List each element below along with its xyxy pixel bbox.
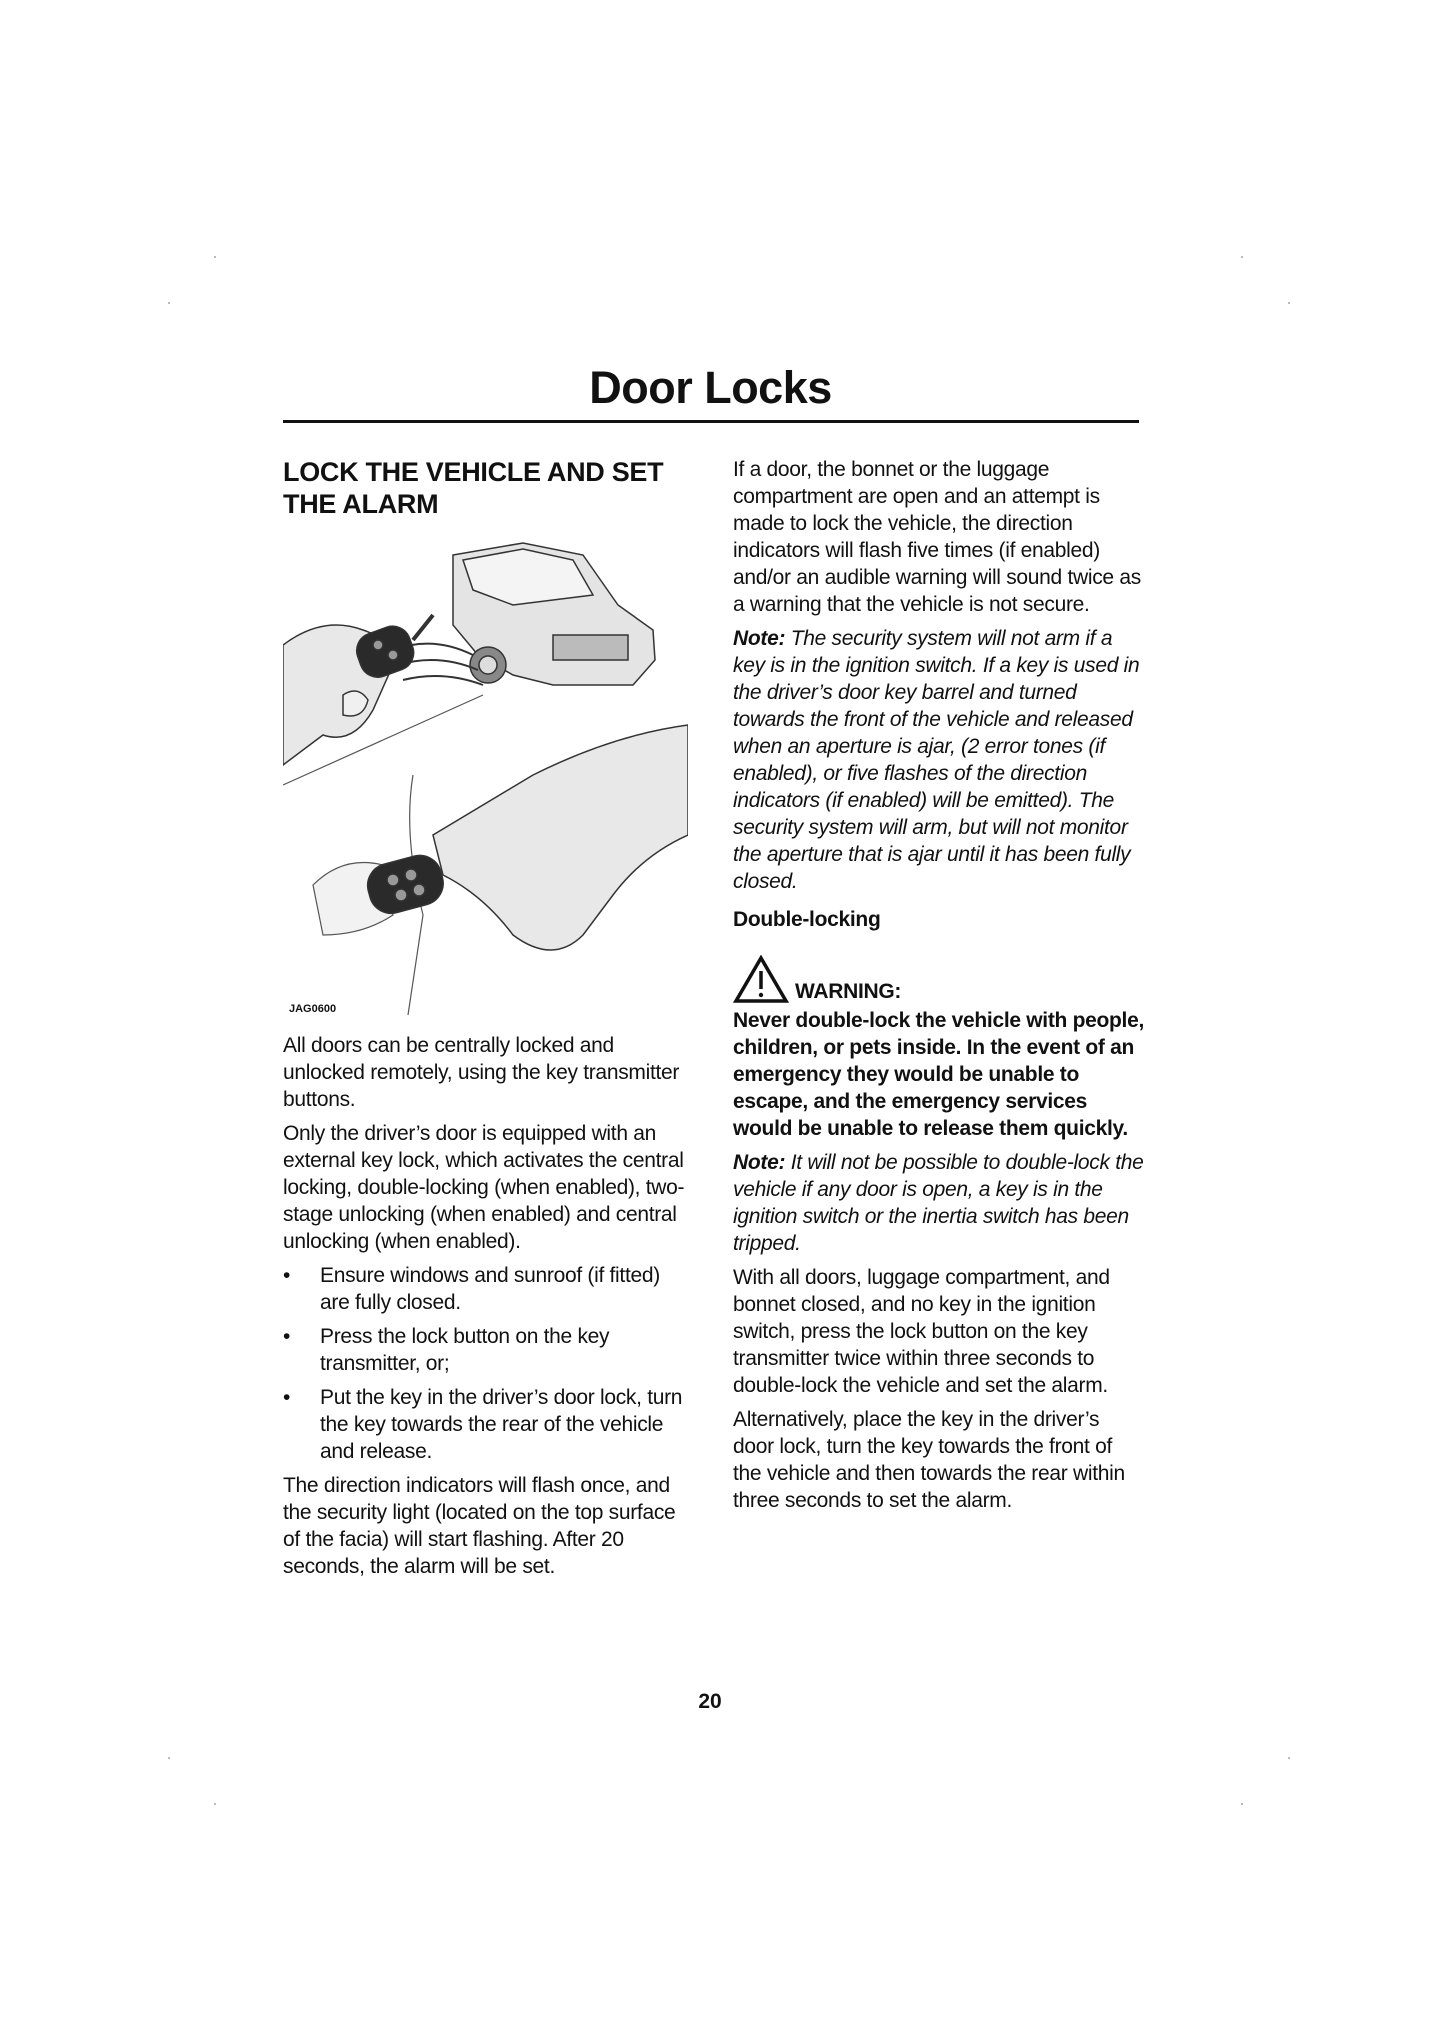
page-number: 20 [698,1690,722,1713]
paragraph: With all doors, luggage compartment, and bonnet closed, and no key in the ignition switch, press the lock button on the key transmitter twice within three seconds to double-lock the vehicle and set the alarm. [733,1266,1110,1397]
warning-triangle-icon [733,955,789,1005]
warning-label: WARNING: [795,980,902,1003]
crop-mark [1288,1757,1290,1759]
key-transmitter-illustration [283,535,688,1025]
left-column-header [283,456,693,520]
hand-holding-transmitter [283,615,433,765]
list-item: • Put the key in the driver’s door lock, turn the key towards the rear of the vehicle and release. [283,1384,693,1465]
crop-mark [1241,1803,1243,1805]
paragraph: The direction indicators will flash once, and the security light (located on the top surface of the facia) will start flashing. After 20 seconds, the alarm will be set. [283,1474,676,1578]
hand-at-door-lock [363,725,688,950]
list-item: • Ensure windows and sunroof (if fitted) are fully closed. [283,1262,693,1316]
figure-label: JAG0600 [289,1003,337,1015]
paragraph: All doors can be centrally locked and unlocked remotely, using the key transmitter buttons. [283,1034,680,1111]
section-heading: LOCK THE VEHICLE AND SET THE ALARM [283,457,664,519]
paragraph: Only the driver’s door is equipped with an external key lock, which activates the central locking, double-locking (when enabled), two-stage unlocking (when enabled) and central unlocking (when enabled). [283,1122,685,1253]
note [733,625,1145,895]
page-title: Door Locks [589,362,832,413]
subheading: Double-locking [733,908,881,931]
title-divider [283,420,1139,423]
crop-mark [168,302,170,304]
crop-mark [1288,302,1290,304]
note-label: Note: [733,627,786,650]
crop-mark [214,1803,216,1805]
warning-text: Never double-lock the vehicle with people, children, or pets inside. In the event of an emergency they would be unable to escape, and the emergency services would be unable to release them quickly. [733,1009,1144,1140]
note-text: The security system will not arm if a key is in the ignition switch. If a key is used in the driver’s door key barrel and turned towards the front of the vehicle and released when an aperture is ajar, (2 error tones (if enabled), or five flashes of the direction indicators (if enabled) will be emitted). The security system will arm, but will not monitor the aperture that is ajar until it has been fully closed. [733,627,1140,893]
steps-list [283,1262,693,1465]
car-illustration [453,543,655,685]
list-item: • Press the lock button on the key transmitter, or; [283,1323,693,1377]
note-label: Note: [733,1151,786,1174]
left-column-body [283,1032,693,1587]
crop-mark [1241,256,1243,258]
paragraph: Alternatively, place the key in the driver’s door lock, turn the key towards the front of the vehicle and then towards the rear within three seconds to set the alarm. [733,1408,1125,1512]
right-column [733,456,1145,1521]
crop-mark [214,256,216,258]
warning-header [733,955,1145,1005]
note-text: It will not be possible to double-lock the vehicle if any door is open, a key is in the ignition switch or the inertia switch has been tripped. [733,1151,1144,1255]
paragraph: If a door, the bonnet or the luggage compartment are open and an attempt is made to lock the vehicle, the direction indicators will flash five times (if enabled) and/or an audible warning will sound twice as a warning that the vehicle is not secure. [733,458,1141,616]
note [733,1149,1145,1257]
crop-mark [168,1757,170,1759]
